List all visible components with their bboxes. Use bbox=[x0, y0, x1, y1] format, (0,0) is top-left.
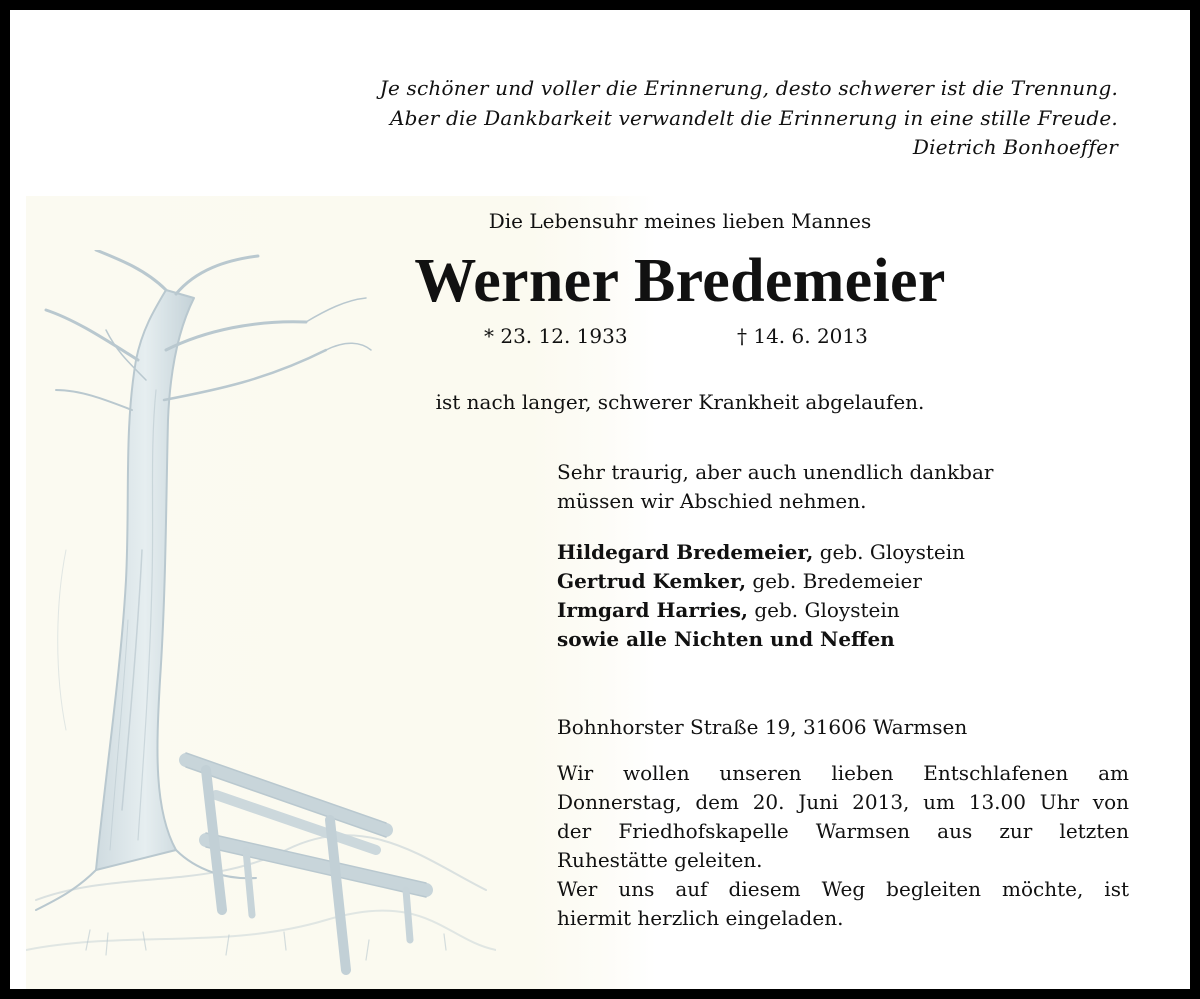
funeral-line: hiermit herzlich eingeladen. bbox=[557, 906, 844, 930]
mourning-line: Sehr traurig, aber auch unendlich dankbar bbox=[557, 460, 994, 484]
quote-line: Je schöner und voller die Erinnerung, desto schwerer ist die Trennung. bbox=[379, 76, 1118, 100]
family-member bbox=[557, 567, 1129, 596]
funeral-line: Wer uns auf diesem Weg begleiten möchte, ist bbox=[557, 877, 1129, 901]
mourning-statement bbox=[557, 458, 1129, 516]
deceased-name: Werner Bredemeier bbox=[414, 247, 946, 315]
family-member-note: geb. Gloystein bbox=[813, 540, 965, 564]
family-member-note: geb. Bredemeier bbox=[746, 569, 922, 593]
intro-text: Die Lebensuhr meines lieben Mannes bbox=[488, 209, 872, 233]
birth-date: * 23. 12. 1933 bbox=[484, 324, 628, 348]
family-member-note: geb. Gloystein bbox=[747, 598, 900, 622]
funeral-line: Ruhestätte geleiten. bbox=[557, 848, 763, 872]
family-member bbox=[557, 538, 1129, 567]
death-date: † 14. 6. 2013 bbox=[737, 324, 868, 348]
family-member bbox=[557, 625, 1129, 654]
family-member-name: Gertrud Kemker, bbox=[557, 569, 747, 593]
funeral-line: Wir wollen unseren lieben Entschlafenen am bbox=[557, 761, 1129, 785]
death-statement: ist nach langer, schwerer Krankheit abgelaufen. bbox=[435, 390, 925, 414]
family-member bbox=[557, 596, 1129, 625]
funeral-line: Donnerstag, dem 20. Juni 2013, um 13.00 Uhr von bbox=[557, 790, 1129, 814]
mourning-line: müssen wir Abschied nehmen. bbox=[557, 489, 867, 513]
family-member-name: Hildegard Bredemeier, bbox=[557, 540, 814, 564]
family-member-name: sowie alle Nichten und Neffen bbox=[557, 627, 895, 651]
family-list bbox=[557, 538, 1129, 654]
quote-author: Dietrich Bonhoeffer bbox=[912, 135, 1118, 159]
bonhoeffer-quote bbox=[380, 74, 1118, 163]
tree-and-bench-illustration bbox=[26, 250, 496, 990]
funeral-announcement bbox=[557, 759, 1129, 933]
family-member-name: Irmgard Harries, bbox=[557, 598, 748, 622]
quote-line: Aber die Dankbarkeit verwandelt die Erinnerung in eine stille Freude. bbox=[389, 105, 1118, 130]
funeral-line: der Friedhofskapelle Warmsen aus zur letzten bbox=[557, 819, 1129, 843]
address: Bohnhorster Straße 19, 31606 Warmsen bbox=[557, 715, 968, 739]
